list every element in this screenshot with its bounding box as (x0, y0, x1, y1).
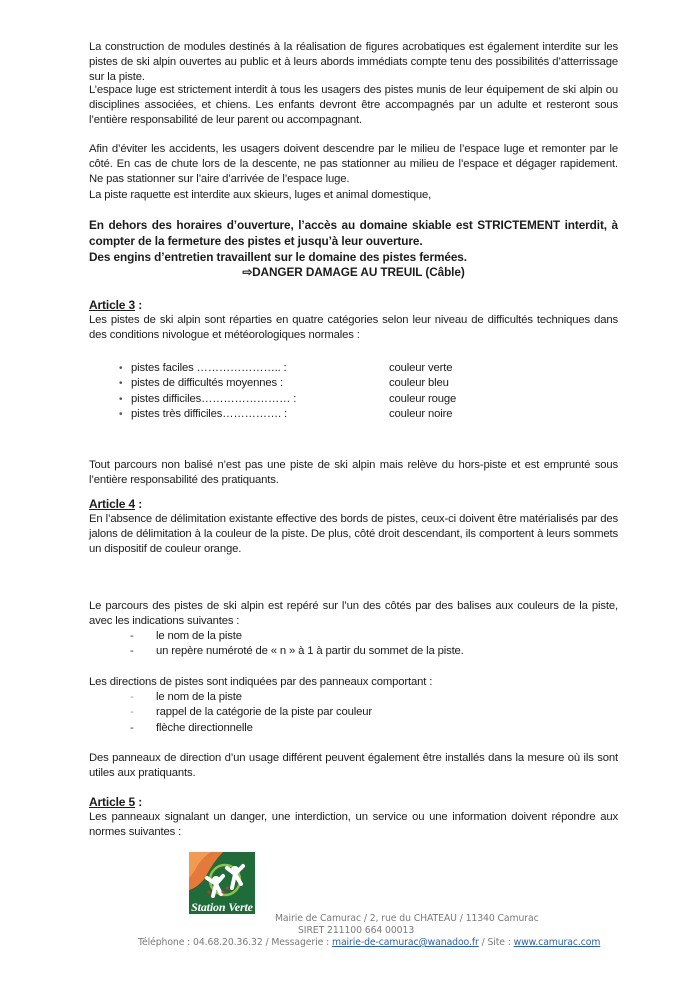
category-color: couleur bleu (389, 377, 449, 390)
bullet-icon: • (119, 393, 123, 405)
footer-address: Mairie de Camurac / 2, rue du CHATEAU / 11340 Camurac (275, 913, 539, 924)
article-5-label: Article 5 (89, 795, 136, 809)
dash-icon: - (130, 706, 134, 719)
markers-list (89, 629, 618, 660)
list-item (89, 361, 618, 376)
website-link[interactable]: www.camurac.com (513, 937, 601, 948)
arrow-right-icon: ⇨ (242, 265, 253, 279)
email-link[interactable]: mairie-de-camurac@wanadoo.fr (332, 937, 479, 948)
list-item (89, 392, 618, 407)
article-5-title (89, 795, 142, 809)
category-color: couleur verte (389, 362, 453, 374)
danger-text: DANGER DAMAGE AU TREUIL (Câble) (252, 265, 465, 279)
site-label: / Site : (478, 937, 514, 948)
list-item (89, 629, 618, 644)
article-3-title (89, 298, 142, 312)
dash-icon: - (130, 645, 134, 658)
list-item (89, 376, 618, 391)
article-4-label: Article 4 (89, 497, 136, 511)
bullet-icon: • (119, 363, 123, 374)
list-item (89, 407, 618, 422)
list-item (89, 705, 618, 720)
bullet-icon: • (119, 378, 123, 390)
paragraph-luge-safety: Afin d’éviter les accidents, les usagers doivent descendre par le milieu de l’espace luge et remonter par le côté. En cas de chute lors de la descente, ne pas stationner au milieu de l’espace et dégager rapidement. Ne pas stationner sur l’aire d’arrivée de l’espace luge. (89, 143, 618, 186)
list-item (89, 690, 618, 705)
warning-closed-hours: En dehors des horaires d’ouverture, l’accès au domaine skiable est STRICTEMENT interdit, à compter de la fermeture des pistes et jusqu’à leur ouverture. (89, 218, 618, 248)
difficulty-list (89, 361, 618, 422)
article-3-label: Article 3 (89, 298, 136, 312)
article-4-title (89, 497, 142, 511)
list-item (89, 721, 618, 736)
warning-danger (89, 264, 618, 280)
paragraph-luge-area: L’espace luge est strictement interdit à tous les usagers des pistes munis de leur équipement de ski alpin ou disciplines associées, et chiens. Les enfants devront être accompagnés par un adulte et resteront sous l’entière responsabilité de leur parent ou accompagnant. (89, 84, 618, 127)
warning-maintenance: Des engins d’entretien travaillent sur le domaine des pistes fermées. (89, 250, 467, 264)
footer-siret: SIRET 211100 664 00013 (298, 925, 415, 936)
paragraph-acrobatic-modules: La construction de modules destinés à la réalisation de figures acrobatiques est également interdite sur les pistes de ski alpin ouvertes au public et à leurs abords immédiats compte tenu des possibilités d’atterrissage sur la piste. (89, 41, 618, 84)
article-3-offpiste: Tout parcours non balisé n’est pas une piste de ski alpin mais relève du hors-piste et est emprunté sous l’entière responsabilité des pratiquants. (89, 459, 618, 487)
sign-text: flèche directionnelle (156, 721, 253, 734)
dash-icon: - (130, 721, 134, 734)
dash-icon: - (130, 691, 134, 703)
marker-text: le nom de la piste (156, 630, 242, 642)
article-4-delimitation: En l’absence de délimitation existante effective des bords de pistes, ceux-ci doivent être matérialisés par des jalons de délimitation à la couleur de la piste. De plus, côté droit descendant, ils comportent à leurs sommets un dispositif de couleur orange. (89, 513, 618, 556)
category-label: pistes difficiles…………………… : (131, 392, 297, 405)
category-color: couleur rouge (389, 392, 457, 405)
article-5-colon: : (135, 795, 143, 809)
category-label: pistes très difficiles……………. : (131, 407, 287, 420)
article-3-colon: : (135, 298, 143, 312)
list-item (89, 644, 618, 659)
article-4-signs-intro: Les directions de pistes sont indiquées par des panneaux comportant : (89, 676, 433, 688)
marker-text: un repère numéroté de « n » à 1 à partir du sommet de la piste. (156, 645, 464, 658)
article-4-colon: : (135, 497, 143, 511)
footer-contact (138, 937, 600, 948)
article-4-other-signs: Des panneaux de direction d’un usage différent peuvent également être installés dans la mesure où ils sont utiles aux pratiquants. (89, 752, 618, 780)
article-5-intro: Les panneaux signalant un danger, une interdiction, un service ou une information doivent répondre aux normes suivantes : (89, 811, 618, 839)
sign-text: le nom de la piste (156, 691, 242, 703)
phone-text: Téléphone : 04.68.20.36.32 / Messagerie : (138, 937, 332, 948)
category-label: pistes faciles ………………….. : (131, 362, 287, 374)
station-verte-logo (183, 848, 259, 918)
logo-text: Station Verte (191, 900, 253, 914)
dash-icon: - (130, 630, 134, 642)
article-4-markers-intro: Le parcours des pistes de ski alpin est repéré sur l’un des côtés par des balises aux couleurs de la piste, avec les indications suivantes : (89, 600, 618, 628)
paragraph-snowshoe: La piste raquette est interdite aux skieurs, luges et animal domestique, (89, 189, 432, 201)
sign-text: rappel de la catégorie de la piste par couleur (156, 706, 373, 719)
category-label: pistes de difficultés moyennes : (131, 377, 283, 390)
article-3-intro: Les pistes de ski alpin sont réparties en quatre catégories selon leur niveau de difficultés techniques dans des conditions nivologue et météorologiques normales : (89, 314, 618, 342)
signs-list (89, 690, 618, 736)
category-color: couleur noire (389, 407, 453, 420)
bullet-icon: • (119, 408, 123, 420)
